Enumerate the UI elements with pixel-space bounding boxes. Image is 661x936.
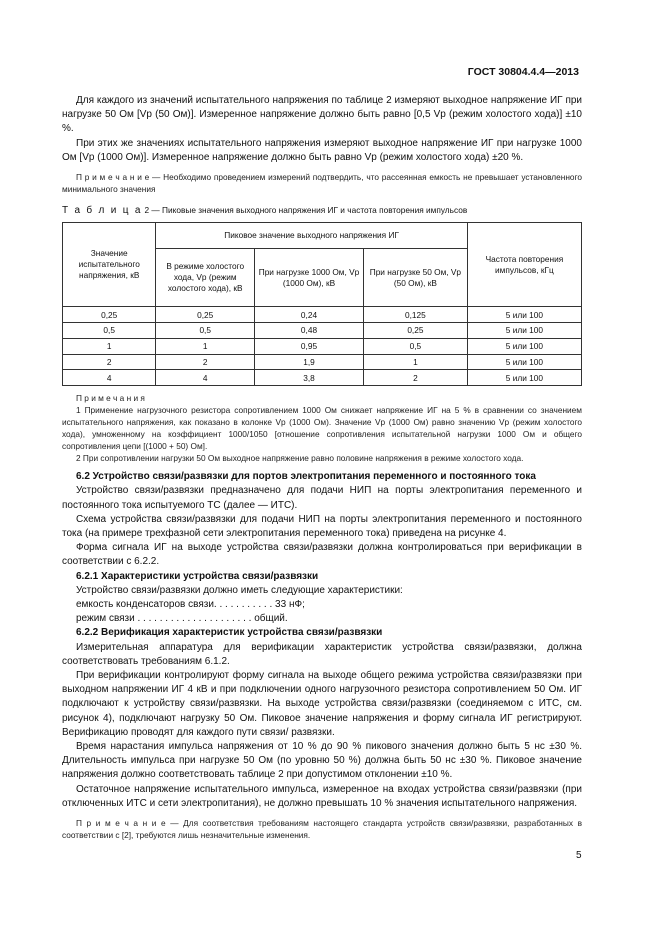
section-6-2-p1: Устройство связи/развязки предназначено для подачи НИП на порты электропитания переменного и постоянного тока испытуемого ТС (далее — ИТС). <box>62 485 582 511</box>
table-cell: 4 <box>63 370 156 386</box>
page-number: 5 <box>576 850 582 861</box>
note-capacitance <box>62 171 582 195</box>
col-header-test-voltage: Значение испытательного напряжения, кВ <box>63 223 156 307</box>
table-row <box>63 370 582 386</box>
note-label: П р и м е ч а н и е <box>76 818 166 829</box>
section-6-2-1-p1: Устройство связи/развязки должно иметь следующие характеристики: <box>76 584 403 596</box>
section-6-2-2-p2: При верификации контролируют форму сигнала на выходе общего режима устройства связи/развязки при выходном напряжении ИГ 4 кВ и при подключении одного нагрузочного резистора сопротивлением 50 Ом. ИГ подключают к устройству связи/развязки. На выходе устройства связи/развязки (соединяемом с ИТС, см. рисунок 4), подключают нагрузку 50 Ом. Пиковое значение напряжения и форму сигнала ИГ регистрируют. Верификацию проводят для каждого пути связи/ развязки. <box>62 670 582 738</box>
table-caption <box>62 203 582 218</box>
table-cell: 0,48 <box>255 323 364 339</box>
table-cell: 5 или 100 <box>467 323 581 339</box>
table-cell: 2 <box>364 370 468 386</box>
table-row <box>63 307 582 323</box>
section-6-2-2-p3: Время нарастания импульса напряжения от 10 % до 90 % пикового значения должно быть 5 нс ±30 %. Длительность импульса при нагрузке 50 Ом (по уровню 50 %) должна быть 50 нс ±30 %. Пиковое значение напряжения должно соответствовать таблице 2 при допустимом отклонении ±10 %. <box>62 741 582 781</box>
col-header-peak-group: Пиковое значение выходного напряжения ИГ <box>156 223 467 249</box>
section-6-2-2-p4: Остаточное напряжение испытательного импульса, измеренное на входах устройства связи/развязки (при отключенных ИТС и сети электропитания), не должно превышать 10 % значения испытательного напряжения. <box>62 783 582 809</box>
table-cell: 0,95 <box>255 338 364 354</box>
paragraph-1000ohm: При этих же значениях испытательного напряжения измеряют выходное напряжение ИГ при нагрузке 1000 Ом [Vp (1000 Ом)]. Измеренное напряжение должно быть равно Vp (режим холостого хода) ±20 %. <box>62 137 582 163</box>
section-6-2-p2: Схема устройства связи/развязки для подачи НИП на порты электропитания переменного и постоянного тока (на примере трехфазной сети электропитания переменного тока) приведена на рисунке 4. <box>62 513 582 540</box>
table-cell: 0,25 <box>156 307 255 323</box>
table-row <box>63 354 582 370</box>
table-cell: 0,5 <box>364 338 468 354</box>
table-cell: 3,8 <box>255 370 364 386</box>
list-item: емкость конденсаторов связи. . . . . . . . . . . 33 нФ; <box>76 599 305 611</box>
table-cell: 0,125 <box>364 307 468 323</box>
table-cell: 5 или 100 <box>467 338 581 354</box>
note-1: 1 Применение нагрузочного резистора сопротивлением 1000 Ом снижает напряжение ИГ на 5 % в сравнении со значением испытательного напряжения, как показано в колонке Vp (1000 Ом). Значение Vp (1000 Ом) равно значению Vp (режим холостого хода), умноженному на коэффициент 1000/1050 [отношение сопротивления испытательной нагрузки 1000 Ом и общего сопротивления цепи [(1000 + 50) Ом]. <box>62 405 582 452</box>
table-cell: 1 <box>364 354 468 370</box>
paragraph-50ohm: Для каждого из значений испытательного напряжения по таблице 2 измеряют выходное напряжение ИГ при нагрузке 50 Ом [Vp (50 Ом)]. Измеренное напряжение должно быть равно [0,5 Vp (режим холостого хода)] ±10 %. <box>62 95 582 135</box>
section-6-2-p3: Форма сигнала ИГ на выходе устройства связи/развязки должна контролироваться при верификации в соответствии с 6.2.2. <box>62 542 582 568</box>
table-cell: 0,25 <box>364 323 468 339</box>
note-text: — Необходимо проведением измерений подтвердить, что рассеянная емкость не превышает установленного минимального значения <box>62 172 582 195</box>
col-header-50-ohm: При нагрузке 50 Ом, Vp (50 Ом), кВ <box>364 249 468 307</box>
table-cell: 2 <box>156 354 255 370</box>
table-caption-text: 2 — Пиковые значения выходного напряжения ИГ и частота повторения импульсов <box>142 205 468 216</box>
col-header-frequency: Частота повторения импульсов, кГц <box>467 223 581 307</box>
notes-label: П р и м е ч а н и я <box>76 393 145 404</box>
table-cell: 0,5 <box>156 323 255 339</box>
table-cell: 0,24 <box>255 307 364 323</box>
table-cell: 1,9 <box>255 354 364 370</box>
section-6-2-2-title: 6.2.2 Верификация характеристик устройства связи/развязки <box>76 627 383 639</box>
section-6-2-1-title: 6.2.1 Характеристики устройства связи/развязки <box>76 570 319 582</box>
table-cell: 2 <box>63 354 156 370</box>
col-header-1000-ohm: При нагрузке 1000 Ом, Vp (1000 Ом), кВ <box>255 249 364 307</box>
table-cell: 0,5 <box>63 323 156 339</box>
list-item: режим связи . . . . . . . . . . . . . . . . . . . . . общий. <box>76 613 288 625</box>
table-cell: 1 <box>63 338 156 354</box>
section-6-2-2-p1: Измерительная аппаратура для верификации характеристик устройства связи/развязки, должна соответствовать требованиям 6.1.2. <box>62 641 582 667</box>
table-row <box>63 323 582 339</box>
table-cell: 5 или 100 <box>467 307 581 323</box>
table-caption-word: Т а б л и ц а <box>62 205 143 217</box>
standard-header: ГОСТ 30804.4.4—2013 <box>467 66 579 78</box>
table-cell: 5 или 100 <box>467 354 581 370</box>
note-coupling-devices <box>62 817 582 841</box>
table-2 <box>62 222 582 386</box>
table-cell: 5 или 100 <box>467 370 581 386</box>
document-body <box>62 94 582 841</box>
table-cell: 1 <box>156 338 255 354</box>
table-cell: 4 <box>156 370 255 386</box>
table-row <box>63 338 582 354</box>
col-header-open-circuit: В режиме холостого хода, Vp (режим холостого хода), кВ <box>156 249 255 307</box>
section-6-2-title: 6.2 Устройство связи/развязки для портов электропитания переменного и постоянного тока <box>76 471 536 483</box>
note-label: П р и м е ч а н и е <box>76 172 150 183</box>
note-2: 2 При сопротивлении нагрузки 50 Ом выходное напряжение равно половине напряжения в режиме холостого хода. <box>76 453 524 464</box>
table-cell: 0,25 <box>63 307 156 323</box>
note-text: — Для соответствия требованиям настоящего стандарта устройств связи/развязки, разработанных в соответствии с [2], требуются лишь незначительные изменения. <box>62 818 582 841</box>
